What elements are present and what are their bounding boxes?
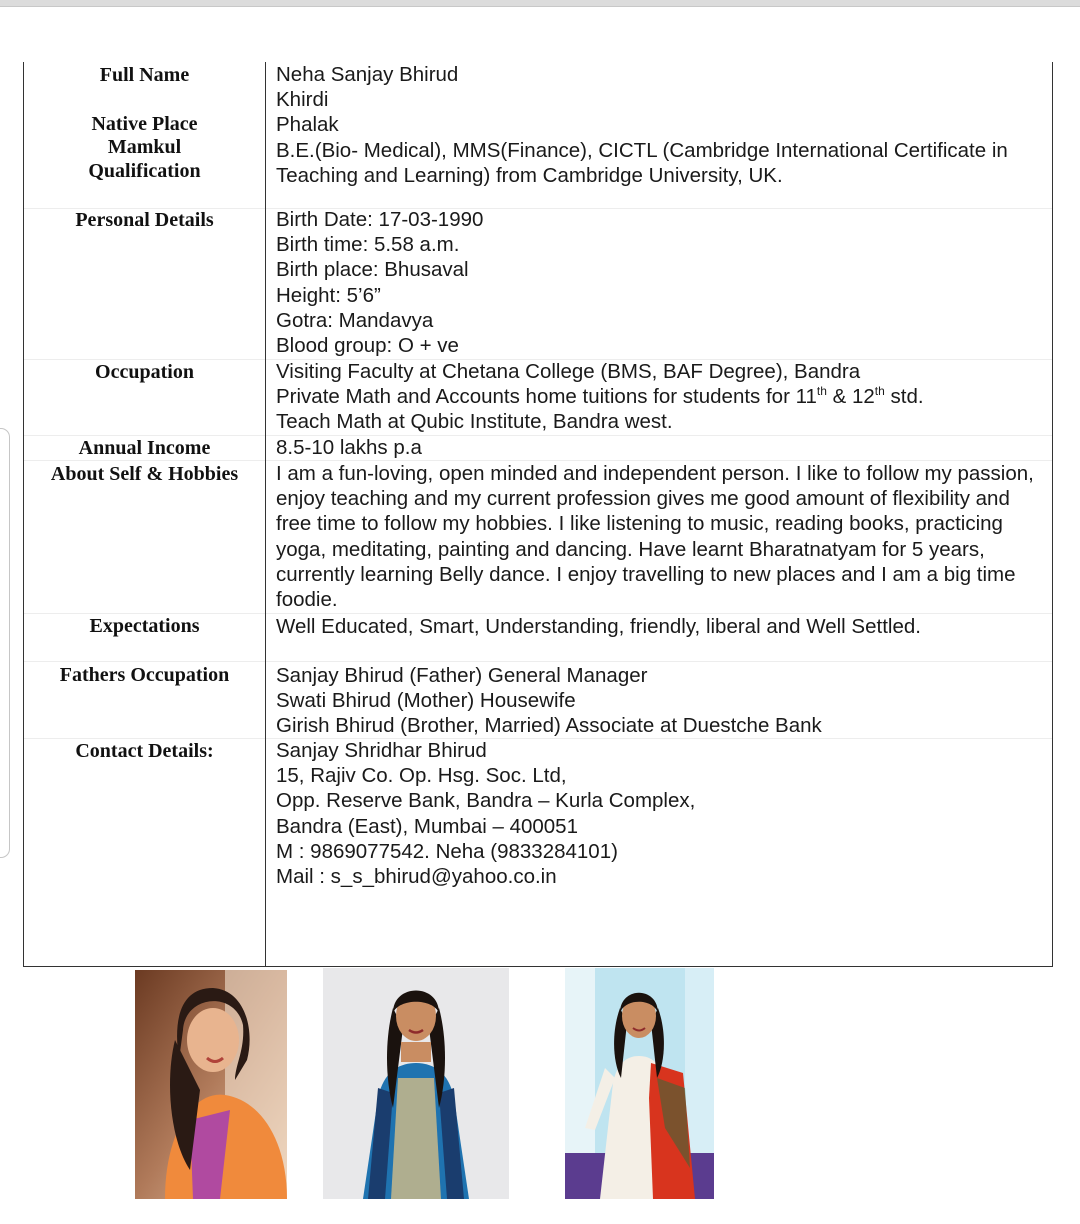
label-occupation: Occupation [95, 361, 194, 383]
occupation-line-3: Teach Math at Qubic Institute, Bandra west. [276, 410, 673, 434]
occupation-line-1: Visiting Faculty at Chetana College (BMS, BAF Degree), Bandra [276, 360, 861, 383]
value-occupation [276, 359, 1046, 435]
annual-income-text: 8.5-10 lakhs p.a [276, 436, 422, 459]
label-qualification: Qualification [88, 160, 201, 182]
superscript: th [816, 384, 827, 399]
superscript: th [874, 384, 885, 399]
contact-address-1: 15, Rajiv Co. Op. Hsg. Soc. Ltd, [276, 764, 567, 788]
occupation-line-2-text: std. [884, 385, 924, 409]
label-fathers-occupation: Fathers Occupation [59, 664, 230, 686]
value-block-basic [276, 62, 1046, 188]
row-separator [24, 661, 265, 662]
label-about-self: About Self & Hobbies [50, 463, 239, 485]
contact-address-3: Bandra (East), Mumbai – 400051 [276, 814, 578, 838]
contact-address-2: Opp. Reserve Bank, Bandra – Kurla Complex, [276, 789, 696, 813]
column-divider [265, 62, 266, 966]
value-contact [276, 738, 1046, 889]
row-separator [266, 661, 1052, 662]
contact-phone: M : 9869077542. Neha (9833284101) [276, 839, 618, 863]
occupation-line-2 [276, 384, 1046, 409]
photo-1 [135, 970, 287, 1199]
expectations-text: Well Educated, Smart, Understanding, friendly, liberal and Well Settled. [276, 615, 921, 638]
label-native-place: Native Place [91, 113, 198, 135]
birth-time: Birth time: 5.58 a.m. [276, 233, 460, 257]
label-contact-details: Contact Details: [75, 740, 214, 762]
value-personal-details [276, 207, 1046, 358]
contact-name: Sanjay Shridhar Bhirud [276, 739, 487, 762]
label-mamkul: Mamkul [107, 136, 182, 158]
label-personal-details: Personal Details [75, 209, 214, 231]
value-family [276, 663, 1046, 739]
value-expectations [276, 614, 1046, 639]
value-annual-income [276, 435, 1046, 460]
gotra: Gotra: Mandavya [276, 308, 434, 332]
scroll-handle[interactable] [0, 428, 10, 858]
value-native-place: Khirdi [276, 88, 329, 112]
photo-3 [565, 968, 714, 1199]
family-mother: Swati Bhirud (Mother) Housewife [276, 689, 576, 713]
blood-group: Blood group: O + ve [276, 334, 459, 358]
value-full-name: Neha Sanjay Bhirud [276, 63, 459, 86]
label-annual-income: Annual Income [78, 437, 211, 459]
family-brother: Girish Bhirud (Brother, Married) Associate at Duestche Bank [276, 714, 822, 738]
occupation-line-2-text: & 12 [826, 385, 875, 409]
value-qualification: B.E.(Bio- Medical), MMS(Finance), CICTL (Cambridge International Certificate in Teaching and Learning) from Cambridge University, UK. [276, 138, 1008, 187]
biodata-table [23, 62, 1053, 967]
occupation-line-2-text: Private Math and Accounts home tuitions for students for 11 [276, 385, 817, 409]
height: Height: 5’6” [276, 283, 381, 307]
birth-date: Birth Date: 17-03-1990 [276, 208, 484, 231]
label-full-name: Full Name [99, 64, 190, 86]
value-about-self [276, 461, 1046, 612]
contact-email: Mail : s_s_bhirud@yahoo.co.in [276, 865, 557, 889]
family-father: Sanjay Bhirud (Father) General Manager [276, 664, 648, 687]
about-self-text: I am a fun-loving, open minded and independent person. I like to follow my passion, enjoy teaching and my current profession gives me good amount of flexibility and free time to follow my hobbies. I like listening to music, reading books, practicing yoga, meditating, painting and dancing. Have learnt Bharatnatyam for 5 years, currently learning Belly dance. I enjoy travelling to new places and I am a big time foodie. [276, 462, 1034, 612]
label-expectations: Expectations [89, 615, 200, 637]
value-mamkul: Phalak [276, 113, 339, 137]
birth-place: Birth place: Bhusaval [276, 258, 469, 282]
top-rule [0, 0, 1080, 7]
photo-2 [323, 968, 509, 1199]
